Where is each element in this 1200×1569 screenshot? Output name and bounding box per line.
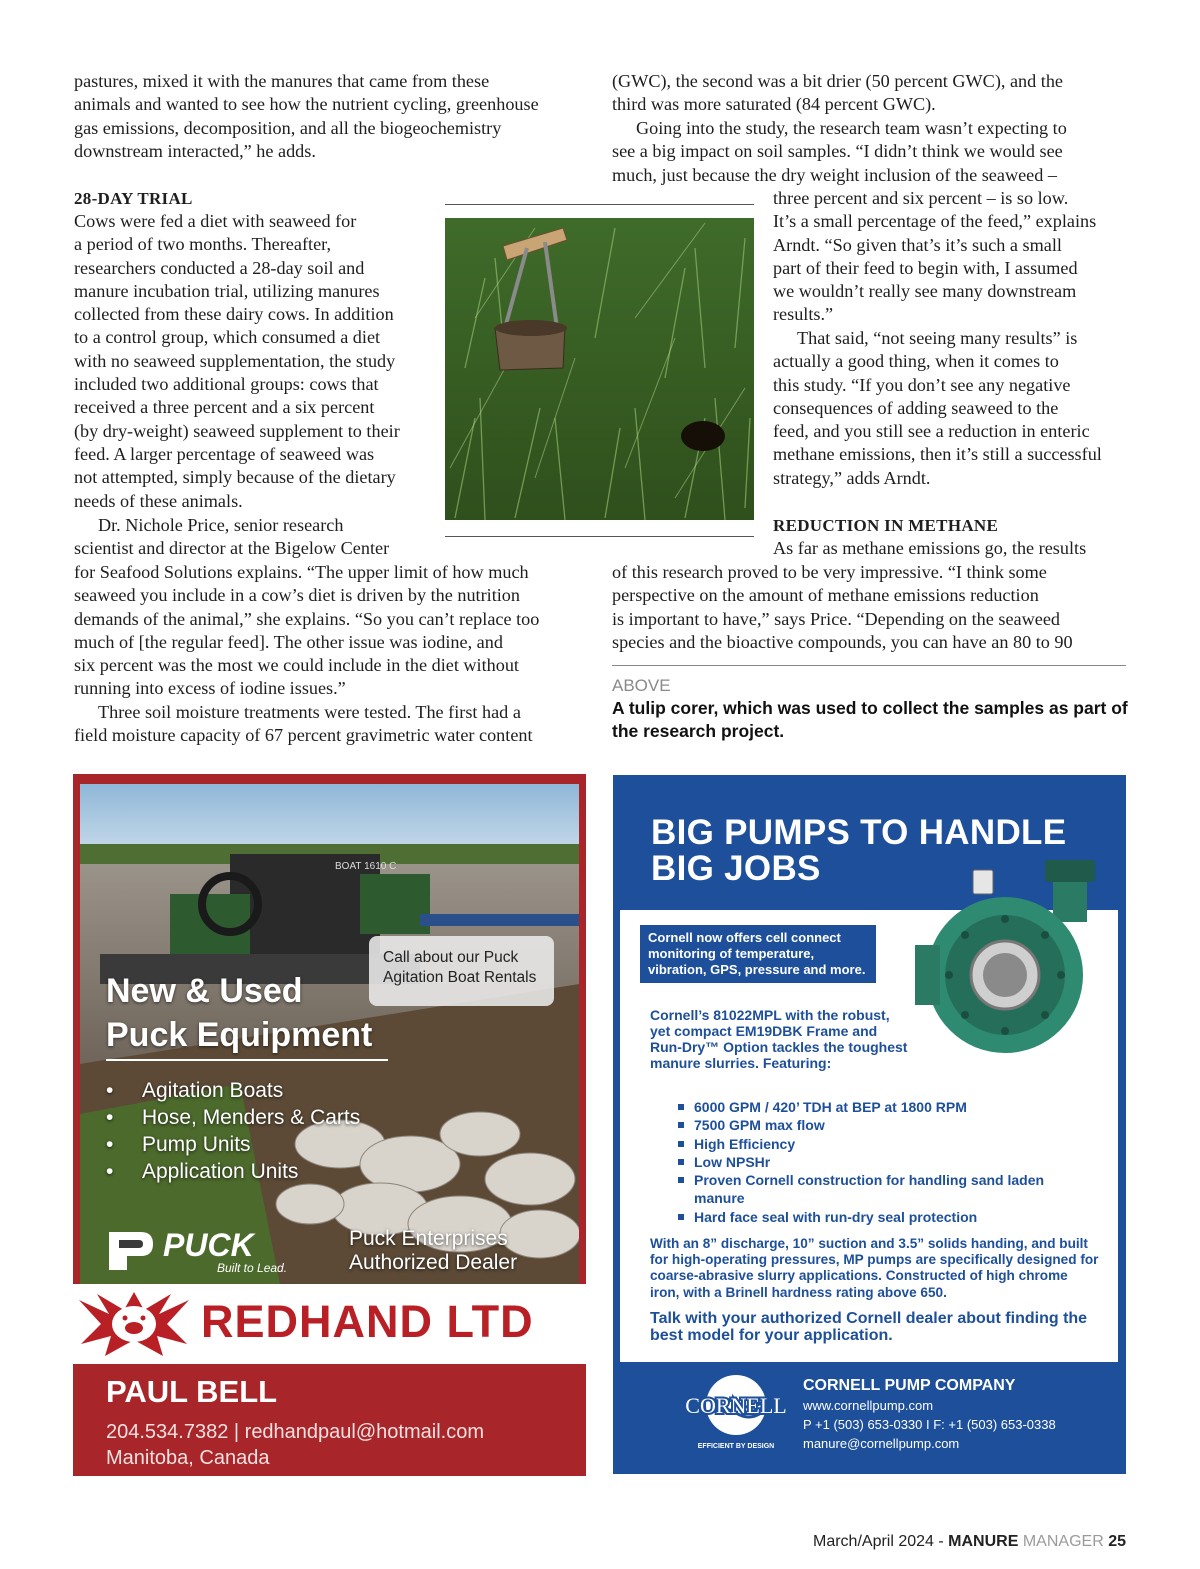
text-line: gas emissions, decomposition, and all the biogeochemistry	[74, 117, 502, 138]
list-item: Proven Cornell construction for handling sand laden manure	[678, 1171, 1098, 1208]
text-line: animals and wanted to see how the nutrient cycling, greenhouse	[74, 94, 539, 115]
text-line: pastures, mixed it with the manures that came from these	[74, 71, 490, 91]
text-line: we wouldn’t really see many downstream	[773, 281, 1077, 302]
trial-paragraph	[74, 210, 434, 513]
pump-illustration	[895, 855, 1115, 1065]
text-line: this study. “If you don’t see any negative	[773, 374, 1071, 395]
text-line: to a control group, which consumed a diet	[74, 327, 381, 348]
text-line: (GWC), the second was a bit drier (50 percent GWC), and the	[612, 71, 1063, 91]
text-line: included two additional groups: cows that	[74, 374, 379, 395]
text-line: seaweed you include in a cow’s diet is driven by the nutrition	[74, 585, 520, 606]
pump-feature-list	[678, 1098, 1098, 1226]
headline-line: New & Used	[106, 972, 303, 1010]
going-paragraph-narrow	[773, 187, 1133, 327]
contact-name: PAUL BELL	[106, 1374, 278, 1409]
cornell-logo-tagline: EFFICIENT BY DESIGN	[697, 1443, 775, 1450]
article-col1-top	[74, 70, 584, 163]
headline-underline	[106, 1059, 388, 1061]
cornell-phone: P +1 (503) 653-0330 I F: +1 (503) 653-0338	[803, 1417, 1056, 1432]
cornell-email[interactable]: manure@cornellpump.com	[803, 1436, 960, 1451]
cornell-logo-word: CORNELL	[685, 1393, 787, 1418]
puck-logo	[101, 1222, 311, 1282]
text-line: Three soil moisture treatments were tested. The first had a	[98, 702, 521, 722]
text-line: Arndt. “So given that’s it’s such a small	[773, 234, 1062, 255]
redhand-puck-ad[interactable]	[73, 774, 586, 1476]
text-line: scientist and director at the Bigelow Center	[74, 538, 390, 559]
text-line: collected from these dairy cows. In addition	[74, 304, 394, 325]
discharge-text: With an 8” discharge, 10” suction and 3.5” solids handing, and built for high-operating pressures, MP pumps are specifically designed for coarse-abrasive slurry applications. Constructed of high chrome iron, with a Brinell hardness rating above 650.	[650, 1236, 1099, 1300]
list-item: High Efficiency	[678, 1135, 1098, 1153]
text-line: demands of the animal,” she explains. “So you can’t replace too	[74, 608, 540, 629]
text-line: received a three percent and a six percent	[74, 397, 375, 418]
redhand-pig-logo-icon	[79, 1292, 189, 1356]
section-heading-methane	[773, 514, 998, 537]
text-line: strategy,” adds Arndt.	[773, 467, 931, 488]
text-line: a period of two months. Thereafter,	[74, 234, 332, 255]
text-line: (by dry-weight) seaweed supplement to their	[74, 420, 400, 441]
price-paragraph-wide	[74, 561, 584, 701]
caption-text: A tulip corer, which was used to collect the samples as part of the research project.	[612, 698, 1128, 741]
text-line: is important to have,” says Price. “Depending on the seaweed	[612, 608, 1060, 629]
text-line: researchers conducted a 28-day soil and	[74, 257, 365, 278]
cell-connect-callout: Cornell now offers cell connect monitoring of temperature, vibration, GPS, pressure and more.	[640, 925, 876, 983]
dealer-line: Authorized Dealer	[349, 1251, 518, 1274]
dealer-callout: Talk with your authorized Cornell dealer about finding the best model for your application.	[650, 1310, 1088, 1344]
text-line: species and the bioactive compounds, you can have an 80 to 90	[612, 631, 1073, 652]
puck-equipment-list	[106, 1077, 360, 1185]
text-line: part of their feed to begin with, I assumed	[773, 257, 1078, 278]
text-line: field moisture capacity of 67 percent gravimetric water content	[74, 725, 533, 746]
list-item: • Hose, Menders & Carts	[106, 1104, 360, 1131]
heading-text: 28-DAY TRIAL	[74, 189, 193, 208]
rental-callout: Call about our Puck Agitation Boat Rentals	[369, 936, 554, 1006]
text-line: for Seafood Solutions explains. “The upper limit of how much	[74, 562, 529, 582]
puck-logo-tagline: Built to Lead.	[217, 1261, 288, 1275]
text-line: perspective on the amount of methane emissions reduction	[612, 585, 1039, 606]
moisture-paragraph	[74, 701, 584, 748]
going-paragraph	[612, 117, 1132, 187]
text-line: much of [the regular feed]. The other issue was iodine, and	[74, 631, 503, 652]
text-line: needs of these animals.	[74, 490, 243, 511]
list-item: Hard face seal with run-dry seal protection	[678, 1208, 1098, 1226]
methane-paragraph	[612, 561, 1132, 654]
text-line: methane emissions, then it’s still a successful	[773, 444, 1102, 465]
redhand-company-name: REDHAND LTD	[201, 1296, 534, 1347]
price-paragraph-narrow	[74, 514, 434, 561]
list-item: 6000 GPM / 420’ TDH at BEP at 1800 RPM	[678, 1098, 1098, 1116]
tulip-corer-photo	[445, 218, 754, 520]
footer-brand-bold: MANURE	[948, 1533, 1019, 1550]
list-item: • Pump Units	[106, 1131, 360, 1158]
text-line: As far as methane emissions go, the results	[773, 538, 1087, 558]
puck-headline	[106, 969, 372, 1057]
methane-first-line	[773, 537, 1133, 560]
text-line: feed, and you still see a reduction in enteric	[773, 421, 1090, 442]
text-line: six percent was the most we could include in the diet without	[74, 655, 519, 676]
boat-label: BOAT 1610 C	[335, 861, 397, 872]
contact-details	[106, 1419, 484, 1471]
photo-bottom-rule	[445, 536, 754, 537]
page-number: 25	[1108, 1533, 1126, 1550]
text-line: third was more saturated (84 percent GWC).	[612, 94, 936, 115]
photo-top-rule	[445, 204, 754, 205]
redhand-band	[73, 1284, 586, 1364]
page-footer	[813, 1533, 1126, 1551]
text-line: manure incubation trial, utilizing manures	[74, 280, 380, 301]
text-line: much, just because the dry weight inclusion of the seaweed –	[612, 164, 1057, 185]
text-line: feed. A larger percentage of seaweed was	[74, 443, 375, 464]
cornell-contact-block	[803, 1376, 1056, 1453]
puck-dealer	[349, 1227, 517, 1275]
text-line: see a big impact on soil samples. “I didn’t think we would see	[612, 141, 1063, 162]
list-item: • Application Units	[106, 1158, 360, 1185]
article-col2-top	[612, 70, 1132, 117]
headline-line: BIG PUMPS TO HANDLE	[651, 813, 1067, 852]
text-line: Dr. Nichole Price, senior research	[98, 515, 344, 535]
headline-line: BIG JOBS	[651, 849, 821, 888]
text-line: running into excess of iodine issues.”	[74, 678, 346, 699]
dealer-line: Puck Enterprises	[349, 1227, 508, 1250]
cornell-website[interactable]: www.cornellpump.com	[803, 1398, 934, 1413]
list-item: 7500 GPM max flow	[678, 1116, 1098, 1134]
text-line: downstream interacted,” he adds.	[74, 140, 316, 161]
text-line: actually a good thing, when it comes to	[773, 351, 1059, 372]
caption-label: ABOVE	[612, 676, 671, 695]
text-line: consequences of adding seaweed to the	[773, 397, 1059, 418]
puck-logo-word: PUCK	[163, 1227, 254, 1263]
headline-line: Puck Equipment	[106, 1016, 373, 1054]
cornell-company-name: CORNELL PUMP COMPANY	[803, 1377, 1016, 1394]
list-item: Low NPSHr	[678, 1153, 1098, 1171]
text-line: of this research proved to be very impressive. “I think some	[612, 562, 1047, 582]
footer-issue: March/April 2024 -	[813, 1533, 944, 1550]
cornell-logo	[681, 1373, 791, 1458]
text-line: with no seaweed supplementation, the study	[74, 350, 396, 371]
that-said-paragraph	[773, 327, 1133, 490]
section-heading-trial	[74, 187, 193, 210]
cornell-pump-ad[interactable]	[613, 775, 1126, 1474]
heading-text: REDUCTION IN METHANE	[773, 516, 999, 535]
footer-brand-light: MANAGER	[1022, 1533, 1104, 1550]
text-line: Going into the study, the research team wasn’t expecting to	[636, 118, 1067, 138]
text-line: not attempted, simply because of the dietary	[74, 467, 396, 488]
text-line: three percent and six percent – is so low.	[773, 188, 1069, 208]
contact-location: Manitoba, Canada	[106, 1447, 270, 1469]
text-line: It’s a small percentage of the feed,” explains	[773, 211, 1097, 232]
pump-description: Cornell’s 81022MPL with the robust, yet compact EM19DBK Frame and Run-Dry™ Option tackles the toughest manure slurries. Featuring:	[650, 1007, 908, 1071]
text-line: Cows were fed a diet with seaweed for	[74, 211, 357, 231]
text-line: results.”	[773, 304, 834, 325]
caption-rule	[612, 665, 1126, 666]
text-line: That said, “not seeing many results” is	[797, 328, 1078, 348]
list-item: • Agitation Boats	[106, 1077, 360, 1104]
contact-line[interactable]: 204.534.7382 | redhandpaul@hotmail.com	[106, 1421, 484, 1443]
